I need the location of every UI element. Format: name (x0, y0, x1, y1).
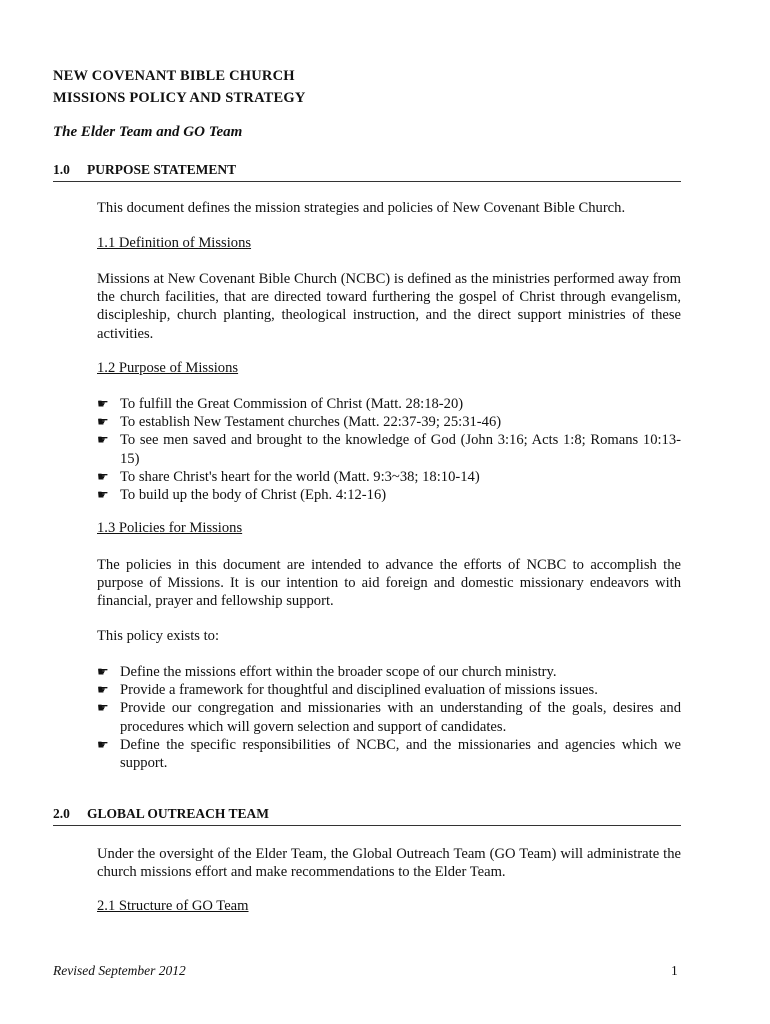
page-number: 1 (671, 963, 678, 978)
pointing-hand-icon: ☛ (97, 414, 109, 430)
document-title-line1: NEW COVENANT BIBLE CHURCH (53, 68, 295, 84)
pointing-hand-icon: ☛ (97, 700, 109, 716)
list-item: ☛ Define the specific responsibilities of NCBC, and the missionaries and agencies which we support. (97, 736, 681, 772)
pointing-hand-icon: ☛ (97, 468, 109, 484)
subsection-heading-structure: 2.1 Structure of GO Team (97, 898, 249, 914)
list-item: ☛ To fulfill the Great Commission of Christ (Matt. 28:18-20) (97, 396, 464, 412)
policy-intro: This policy exists to: (97, 628, 220, 644)
list-item: ☛ To share Christ's heart for the world (Matt. 9:3~38; 18:10-14) (97, 468, 480, 485)
definition-paragraph: Missions at New Covenant Bible Church (NCBC) is defined as the ministries performed away from the church facilities, that are directed toward furthering the gospel of Christ through evangelism, discipleship, church planting, theological instruction, and the direct support ministries of these activities. (97, 271, 681, 342)
list-item: ☛ To see men saved and brought to the knowledge of God (John 3:16; Acts 1:8; Romans 10:13-15) (97, 432, 681, 467)
subsection-heading-purpose: 1.2 Purpose of Missions (97, 360, 239, 376)
pointing-hand-icon: ☛ (97, 432, 109, 448)
section2-intro: Under the oversight of the Elder Team, the Global Outreach Team (GO Team) will administrate the church missions effort and make recommendations to the Elder Team. (97, 846, 681, 881)
subsection-heading-policies: 1.3 Policies for Missions (97, 520, 243, 536)
purpose-list (97, 395, 681, 504)
subsection-heading-definition: 1.1 Definition of Missions (97, 235, 252, 251)
policy-list (97, 663, 681, 772)
document-title-line2: MISSIONS POLICY AND STRATEGY (53, 90, 306, 106)
pointing-hand-icon: ☛ (97, 664, 109, 679)
pointing-hand-icon: ☛ (97, 736, 109, 752)
section-number: 1.0 (53, 162, 70, 177)
list-item: ☛ Provide our congregation and missionaries with an understanding of the goals, desires and procedures which will govern selection and support of candidates. (97, 700, 681, 735)
section-title: GLOBAL OUTREACH TEAM (87, 806, 270, 821)
document-subtitle: The Elder Team and GO Team (53, 124, 243, 140)
section-title: PURPOSE STATEMENT (87, 162, 237, 177)
list-item: ☛ To build up the body of Christ (Eph. 4:12-16) (97, 487, 387, 504)
list-item: ☛ Define the missions effort within the broader scope of our church ministry. (97, 664, 557, 680)
list-item: ☛ To establish New Testament churches (Matt. 22:37-39; 25:31-46) (97, 414, 502, 431)
footer-revision-date: Revised September 2012 (53, 963, 186, 978)
section1-intro: This document defines the mission strategies and policies of New Covenant Bible Church. (97, 200, 626, 216)
policies-paragraph: The policies in this document are intended to advance the efforts of NCBC to accomplish the purpose of Missions. It is our intention to aid foreign and domestic missionary endeavors with financial, prayer and fellowship support. (97, 557, 681, 610)
section-heading-purpose (53, 162, 681, 182)
pointing-hand-icon: ☛ (97, 396, 109, 411)
pointing-hand-icon: ☛ (97, 487, 109, 503)
section-number: 2.0 (53, 806, 70, 821)
section-heading-global-outreach (53, 806, 681, 826)
pointing-hand-icon: ☛ (97, 682, 109, 698)
list-item: ☛ Provide a framework for thoughtful and disciplined evaluation of missions issues. (97, 682, 598, 699)
